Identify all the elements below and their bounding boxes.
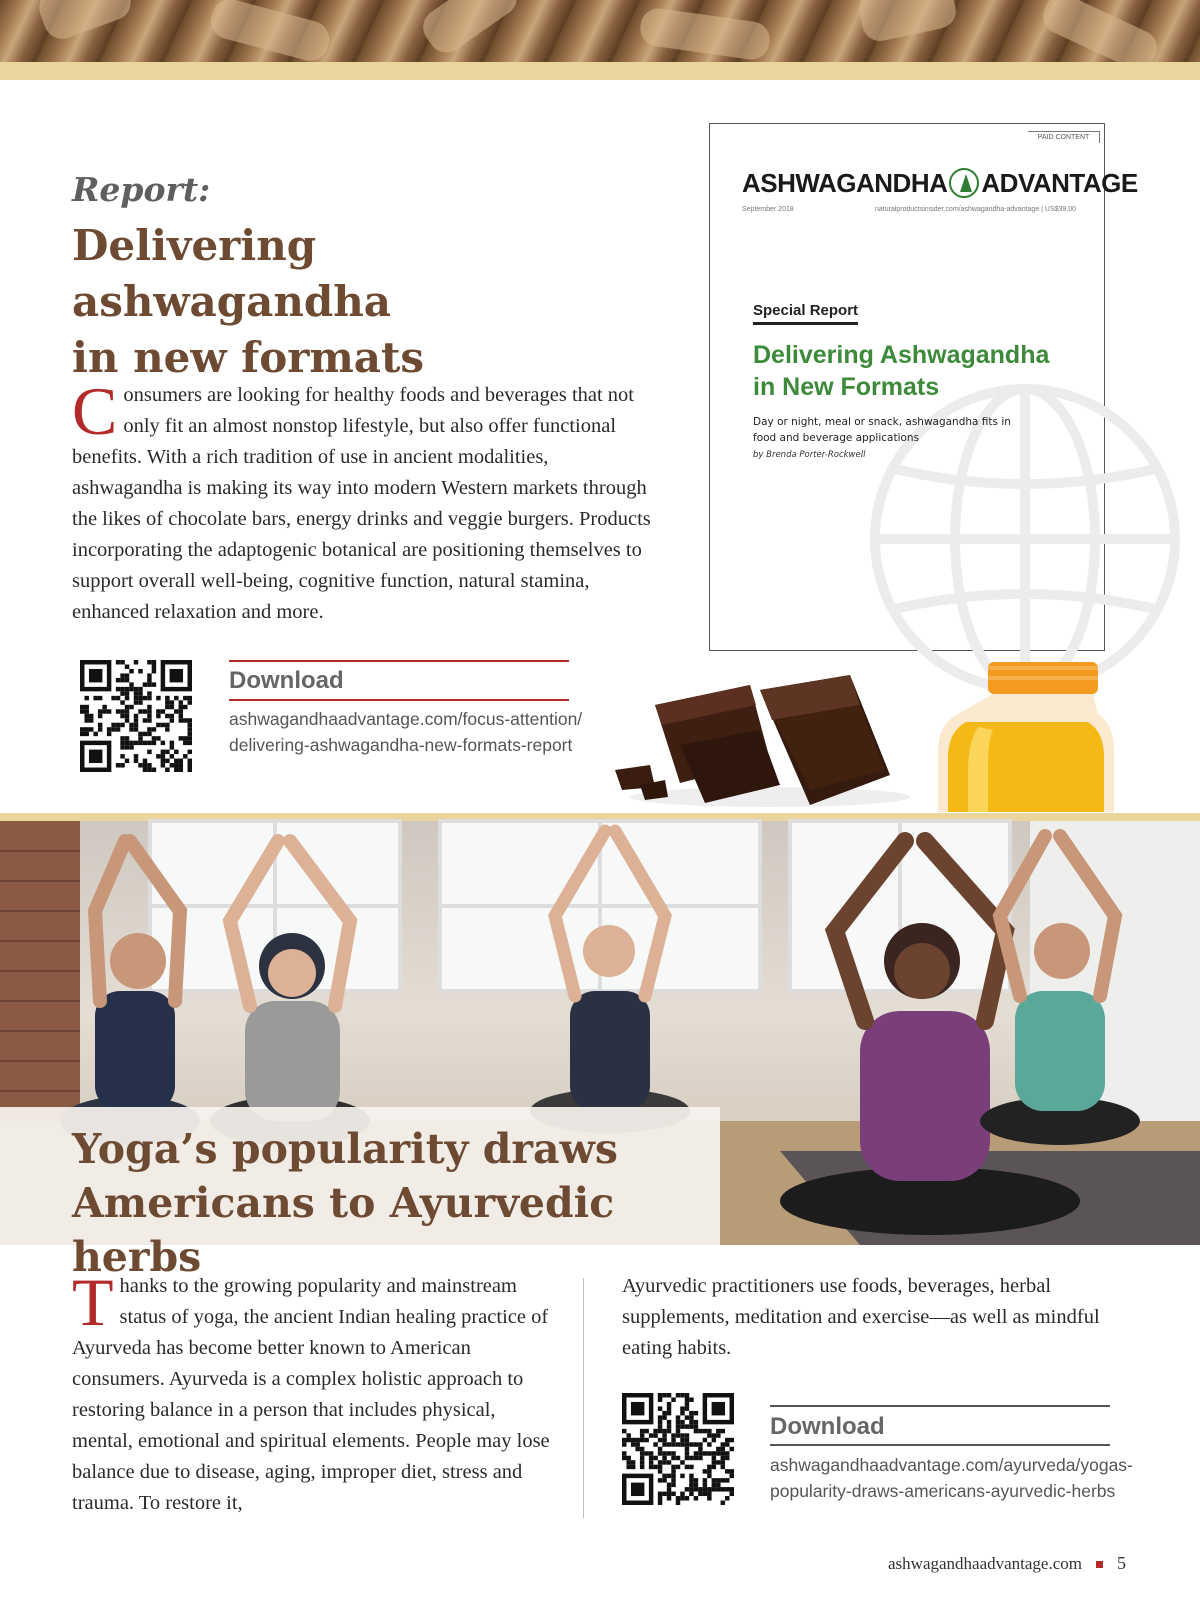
download-rule	[229, 699, 569, 701]
gold-divider-top	[0, 62, 1200, 80]
drop-cap: T	[72, 1264, 114, 1340]
ashwagandha-root-banner	[0, 0, 1200, 62]
cover-byline: by Brenda Porter-Rockwell	[753, 450, 866, 460]
ashwagandha-logo-icon	[949, 168, 979, 198]
download-url-line: ashwagandhaadvantage.com/ayurveda/yogas-	[770, 1455, 1133, 1475]
yoga-body-column-1	[72, 1264, 552, 1519]
magazine-masthead	[742, 168, 1138, 199]
special-report-label: Special Report	[753, 302, 858, 325]
orange-juice-bottle-image	[938, 662, 1114, 812]
report-download-link[interactable]	[229, 706, 582, 758]
report-body	[72, 373, 662, 628]
report-headline	[72, 218, 632, 386]
yoga-body-text: hanks to the growing popularity and mainstream status of yoga, the ancient Indian healing practice of Ayurveda has become better known to American consumers. Ayurveda is a complex holistic approach to restoring balance in a person that includes physical, mental, emotional and spiritual elements. People may lose balance due to disease, aging, improper diet, stress and trauma. To restore it,	[72, 1275, 550, 1514]
special-report-cover[interactable]	[709, 123, 1138, 651]
footer-site: ashwagandhaadvantage.com	[888, 1554, 1082, 1573]
qr-code-yoga[interactable]	[622, 1393, 734, 1505]
page-number: 5	[1117, 1553, 1126, 1573]
cover-subtitle: Day or night, meal or snack, ashwagandha fits in food and beverage applications	[753, 416, 1011, 444]
yoga-download-link[interactable]	[770, 1452, 1133, 1504]
cover-title	[753, 339, 1073, 403]
report-headline-line: Delivering ashwagandha	[72, 221, 391, 326]
paid-content-tag: PAID CONTENT	[1028, 131, 1100, 143]
download-url-line: ashwagandhaadvantage.com/focus-attention/	[229, 709, 583, 729]
download-rule	[770, 1444, 1110, 1446]
download-url-line: popularity-draws-americans-ayurvedic-herbs	[770, 1481, 1116, 1501]
cover-site-price: naturalproductsinsider.com/ashwagandha-advantage | US$39.00	[875, 206, 1077, 213]
page-footer	[888, 1553, 1126, 1574]
column-divider	[583, 1278, 584, 1518]
download-rule	[770, 1405, 1110, 1407]
yoga-body-column-2: Ayurvedic practitioners use foods, beverages, herbal supplements, meditation and exercise—as well as mindful eating habits.	[622, 1275, 1100, 1359]
masthead-right: ADVANTAGE	[981, 168, 1138, 198]
yoga-headline	[72, 1122, 722, 1284]
yoga-headline-line: Americans to Ayurvedic herbs	[72, 1179, 615, 1281]
cover-title-line: Delivering Ashwagandha	[753, 341, 1050, 369]
yoga-headline-line: Yoga’s popularity draws	[72, 1125, 618, 1173]
cover-title-line: in New Formats	[753, 373, 940, 401]
masthead-left: ASHWAGANDHA	[742, 168, 948, 198]
download-label: Download	[770, 1413, 885, 1440]
download-url-line: delivering-ashwagandha-new-formats-report	[229, 735, 573, 755]
report-body-text: onsumers are looking for healthy foods and beverages that not only fit an almost nonstop lifestyle, but also offer functional benefits. With a rich tradition of use in ancient modalities, ashwagandha is making its way into modern Western markets through the likes of chocolate bars, energy drinks and veggie burgers. Products incorporating the adaptogenic botanical are positioning themselves to support overall well-being, cognitive function, natural stamina, enhanced relaxation and more.	[72, 384, 651, 623]
report-kicker: Report:	[72, 170, 211, 209]
download-rule	[229, 660, 569, 662]
cover-date: September 2018	[742, 206, 794, 213]
report-headline-line: in new formats	[72, 333, 425, 382]
drop-cap: C	[72, 373, 118, 449]
footer-square-icon	[1096, 1561, 1103, 1568]
qr-code-report[interactable]	[80, 660, 192, 772]
download-label: Download	[229, 667, 344, 694]
chocolate-pieces-image	[610, 665, 910, 810]
